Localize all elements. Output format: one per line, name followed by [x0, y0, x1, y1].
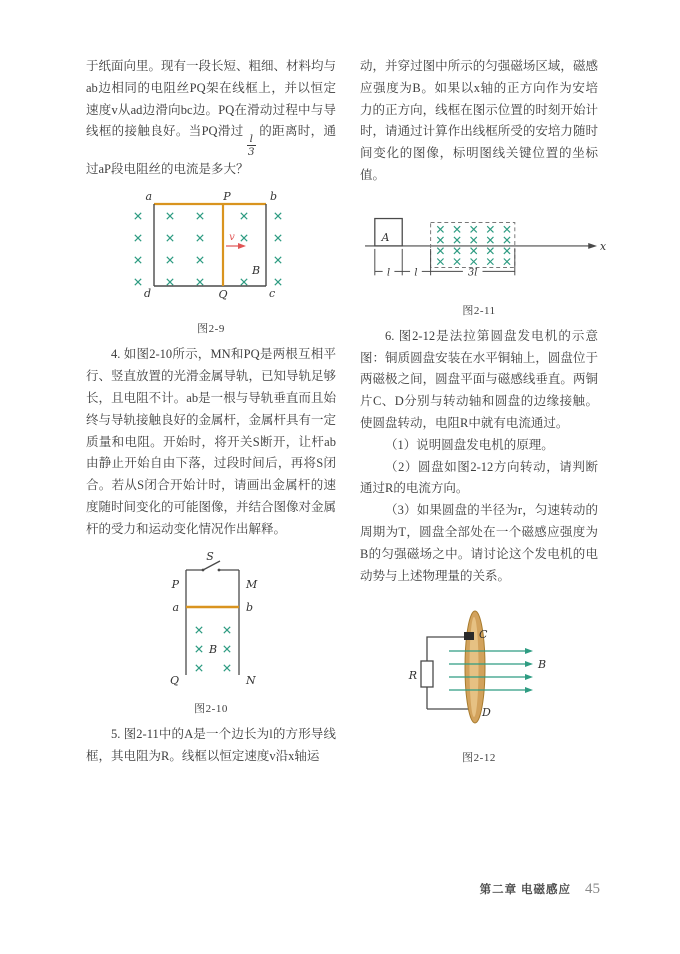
label-S: S	[206, 550, 214, 564]
problem-6-text: 6. 图2-12是法拉第圆盘发电机的示意图：铜质圆盘安装在水平铜轴上，圆盘位于两磁极之间，圆盘平面与磁感线垂直。两铜片C、D分别与转动轴和圆盘的边缘接触。使圆盘转动，电阻R中就有电流通过。	[360, 328, 598, 430]
label-D: D	[481, 706, 491, 720]
intro-text-2: 的距离时，通过aP段电阻丝的电流是多大？	[86, 124, 336, 176]
label-d: d	[143, 287, 151, 301]
label-B: B	[208, 643, 218, 657]
problem-5-start-text: 5. 图2-11中的A是一个边长为l的方形导线框，其电阻为R。线框以恒定速度v沿x轴运	[86, 727, 336, 764]
problem-6-q2: （2）圆盘如图2-12方向转动，请判断通过R的电流方向。	[360, 459, 598, 496]
label-b: b	[246, 601, 254, 615]
label-A: A	[381, 230, 390, 244]
label-R: R	[408, 669, 417, 683]
paragraph-continuation	[86, 56, 336, 180]
label-Q: Q	[169, 674, 179, 688]
intro-text-1: 于纸面向里。现有一段长短、粗细、材料均与ab边相同的电阻丝PQ架在线框上，并以恒定速度v从ad边滑向bc边。PQ在滑动过程中与导线框的接触良好。当PQ滑过	[86, 59, 337, 139]
label-a: a	[145, 190, 152, 204]
label-B: B	[537, 658, 546, 672]
figure-2-12	[360, 597, 598, 765]
label-l-2: l	[414, 267, 418, 279]
figure-2-11-caption: 图2-11	[462, 304, 496, 317]
problem-5-continued-text: 动，并穿过图中所示的匀强磁场区域，磁感应强度为B。如果以x轴的正方向作为安培力的正方向，线框在图示位置的时刻开始计时，请通过计算作出线框所受的安培力随时间变化的图像，标明图线关键位置的坐标值。	[360, 59, 598, 182]
label-v: v	[229, 232, 235, 244]
label-3l: 3l	[468, 267, 478, 279]
figure-2-10-diagram	[151, 550, 271, 688]
figure-2-9-diagram	[126, 190, 296, 308]
figure-2-11	[360, 197, 607, 318]
figure-2-12-diagram	[397, 597, 562, 737]
right-column	[360, 56, 607, 773]
brush-contact-C	[464, 632, 474, 640]
figure-2-9	[86, 190, 336, 336]
page-number: 45	[585, 881, 600, 897]
velocity-arrow	[226, 243, 246, 249]
label-B: B	[252, 264, 261, 278]
label-P: P	[223, 190, 231, 204]
figure-2-10-caption: 图2-10	[194, 703, 228, 716]
label-a: a	[172, 601, 179, 615]
label-M: M	[246, 578, 258, 592]
field-arrows	[449, 648, 533, 693]
label-C: C	[478, 628, 487, 642]
figure-2-11-diagram	[360, 197, 605, 290]
figure-2-10	[86, 550, 336, 716]
problem-4-text: 4. 如图2-10所示，MN和PQ是两根互相平行、竖直放置的光滑金属导轨，已知导轨足够长，且电阻不计。ab是一根与导轨垂直而且始终与导轨接触良好的金属杆，金属杆具有一定质量和电阻。开始时，将开关S断开，让杆ab由静止开始自由下落，过段时间后，再将S闭合。若从S闭合开始计时，请画出金属杆的速度随时间变化的可能图像，并结合图像对金属杆的受力和运动变化情况作出解释。	[86, 347, 337, 536]
label-x: x	[599, 239, 607, 253]
label-l-1: l	[386, 267, 391, 279]
label-Q: Q	[218, 288, 228, 302]
resistor-R	[421, 661, 433, 687]
fraction-l-over-3	[247, 133, 256, 158]
dimension-marks	[375, 249, 515, 275]
fraction-denominator: 3	[247, 146, 255, 159]
label-c: c	[269, 287, 276, 301]
problem-6-q1: （1）说明圆盘发电机的原理。	[385, 437, 554, 452]
fraction-numerator: l	[247, 133, 256, 146]
vertical-rails	[186, 570, 239, 675]
left-column	[86, 56, 336, 773]
label-P: P	[171, 578, 179, 592]
chapter-title: 第二章 电磁感应	[479, 884, 571, 896]
page-footer	[480, 881, 600, 898]
label-b: b	[270, 190, 278, 204]
figure-2-9-caption: 图2-9	[197, 323, 225, 336]
two-column-layout	[86, 56, 607, 773]
figure-2-12-caption: 图2-12	[462, 752, 496, 765]
problem-6-q3: （3）如果圆盘的半径为r，匀速转动的周期为T，圆盘全部处在一个磁感应强度为B的匀强磁场之中。请讨论这个发电机的电动势与上述物理量的关系。	[360, 503, 598, 583]
label-N: N	[246, 674, 256, 688]
